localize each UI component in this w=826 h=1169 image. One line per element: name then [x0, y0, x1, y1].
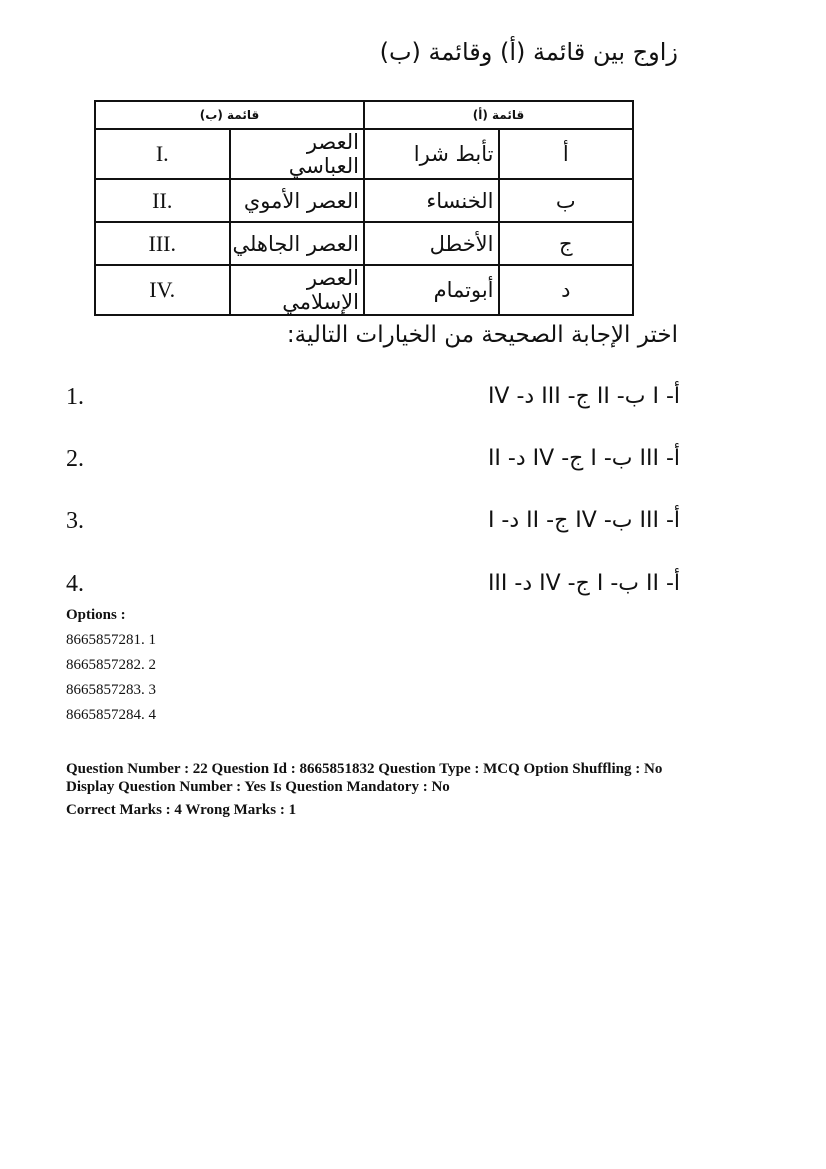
table-header-row	[95, 101, 633, 129]
header-list-a: قائمة (أ)	[364, 101, 633, 129]
row-item-b: العصر الإسلامي	[230, 265, 365, 315]
question-meta-line1: Question Number : 22 Question Id : 8665851832 Question Type : MCQ Option Shuffling : No	[66, 761, 663, 777]
table-row	[95, 129, 633, 179]
header-list-b: قائمة (ب)	[95, 101, 364, 129]
question-heading: زاوج بين قائمة (أ) وقائمة (ب)	[379, 38, 678, 66]
row-item-b: العصر العباسي	[230, 129, 365, 179]
choice-number: 1.	[66, 384, 84, 410]
option-id: 8665857283. 3	[66, 682, 156, 698]
table-row	[95, 222, 633, 265]
choice-text: أ- III ب- I ج- IV د- II	[487, 446, 680, 471]
answer-choice-3[interactable]	[66, 508, 680, 548]
choice-text: أ- II ب- I ج- IV د- III	[487, 571, 680, 596]
row-numeral: IV.	[95, 265, 230, 315]
answer-choice-1[interactable]	[66, 384, 680, 424]
table-row	[95, 179, 633, 222]
row-letter: أ	[499, 129, 634, 179]
row-item-a: أبوتمام	[364, 265, 499, 315]
row-item-a: تأبط شرا	[364, 129, 499, 179]
question-instruction: اختر الإجابة الصحيحة من الخيارات التالية:	[286, 322, 678, 348]
row-item-b: العصر الجاهلي	[230, 222, 365, 265]
question-meta-line3: Correct Marks : 4 Wrong Marks : 1	[66, 802, 297, 818]
table-row	[95, 265, 633, 315]
option-id: 8665857284. 4	[66, 707, 156, 723]
row-numeral: I.	[95, 129, 230, 179]
choice-number: 2.	[66, 446, 84, 472]
choice-text: أ- III ب- IV ج- II د- I	[487, 508, 680, 533]
row-item-b: العصر الأموي	[230, 179, 365, 222]
choice-text: أ- I ب- II ج- III د- IV	[487, 384, 680, 409]
choice-number: 3.	[66, 508, 84, 534]
option-id: 8665857281. 1	[66, 632, 156, 648]
row-letter: ج	[499, 222, 634, 265]
row-numeral: II.	[95, 179, 230, 222]
option-id: 8665857282. 2	[66, 657, 156, 673]
row-letter: د	[499, 265, 634, 315]
choice-number: 4.	[66, 571, 84, 597]
answer-choice-2[interactable]	[66, 446, 680, 486]
matching-table	[94, 100, 634, 316]
question-meta-line2: Display Question Number : Yes Is Question Mandatory : No	[66, 779, 450, 795]
answer-choice-4[interactable]	[66, 571, 680, 611]
row-numeral: III.	[95, 222, 230, 265]
row-letter: ب	[499, 179, 634, 222]
row-item-a: الخنساء	[364, 179, 499, 222]
row-item-a: الأخطل	[364, 222, 499, 265]
options-label: Options :	[66, 607, 126, 623]
